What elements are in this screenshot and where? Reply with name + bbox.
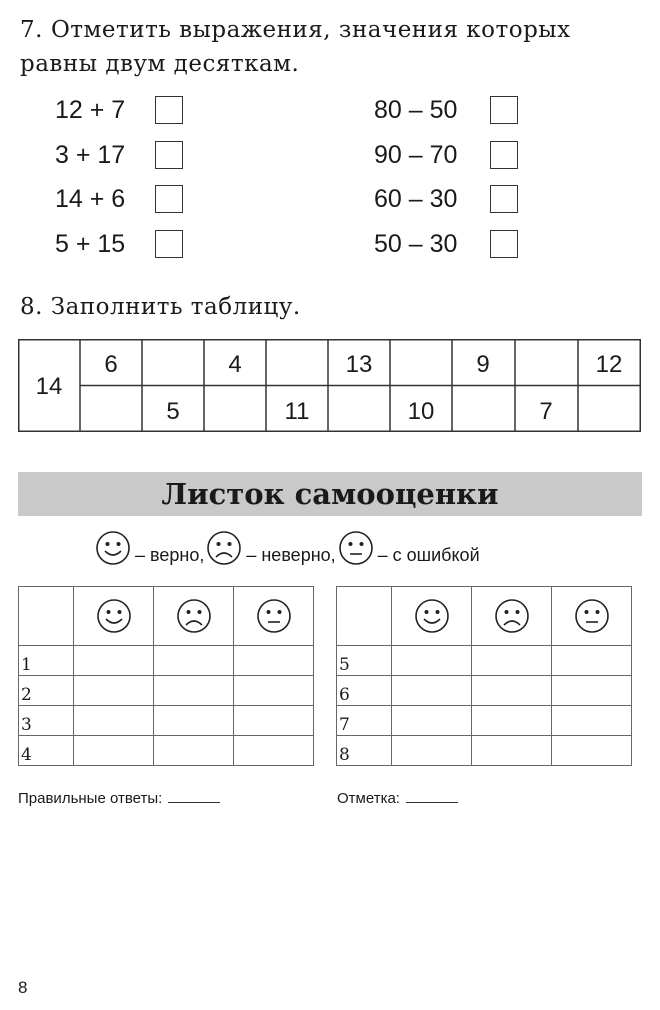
row-number: 3 xyxy=(19,706,74,736)
header-cell-wrong xyxy=(472,587,552,646)
answer-checkbox[interactable] xyxy=(155,96,183,124)
expression-row xyxy=(374,182,518,216)
row-number: 6 xyxy=(337,676,392,706)
row-number: 8 xyxy=(337,736,392,766)
table-cell[interactable]: 11 xyxy=(284,398,310,425)
correct-answers-label: Правильные ответы: xyxy=(18,790,163,807)
smiley-sad-icon xyxy=(176,598,212,634)
mark-cell[interactable] xyxy=(392,706,472,736)
table-row xyxy=(19,646,314,676)
answer-checkbox[interactable] xyxy=(490,185,518,213)
mark-cell[interactable] xyxy=(552,676,632,706)
header-empty-cell xyxy=(19,587,74,646)
header-cell-correct xyxy=(392,587,472,646)
mark-cell[interactable] xyxy=(74,706,154,736)
expression-row xyxy=(55,138,183,172)
table-cell[interactable]: 9 xyxy=(476,351,490,378)
table-row xyxy=(337,676,632,706)
expression-text: 14 + 6 xyxy=(55,184,126,213)
mark-label: Отметка: xyxy=(337,790,400,807)
assessment-table-right xyxy=(336,586,632,766)
answer-checkbox[interactable] xyxy=(155,230,183,258)
mark-cell[interactable] xyxy=(154,646,234,676)
smiley-neutral-icon xyxy=(256,598,292,634)
expression-text: 60 – 30 xyxy=(374,184,458,213)
task-8-text: Заполнить таблицу. xyxy=(50,294,301,320)
expression-text: 80 – 50 xyxy=(374,95,458,124)
answer-checkbox[interactable] xyxy=(490,141,518,169)
mark-cell[interactable] xyxy=(74,676,154,706)
mark-cell[interactable] xyxy=(154,706,234,736)
smiley-legend xyxy=(95,528,482,568)
answer-checkbox[interactable] xyxy=(490,230,518,258)
table-row xyxy=(337,706,632,736)
mark-cell[interactable] xyxy=(552,736,632,766)
fill-in-table xyxy=(18,339,641,432)
row-number: 5 xyxy=(337,646,392,676)
mark-cell[interactable] xyxy=(234,676,314,706)
expression-text: 5 + 15 xyxy=(55,229,126,258)
expression-text: 12 + 7 xyxy=(55,95,126,124)
mark-cell[interactable] xyxy=(234,706,314,736)
expression-row xyxy=(374,93,518,127)
expression-row xyxy=(55,227,183,261)
task-8-heading xyxy=(20,294,301,320)
table-cell[interactable]: 13 xyxy=(345,351,373,378)
mark-cell[interactable] xyxy=(74,736,154,766)
answer-checkbox[interactable] xyxy=(490,96,518,124)
row-number: 4 xyxy=(19,736,74,766)
legend-label-wrong: – неверно, xyxy=(246,544,336,565)
mark-cell[interactable] xyxy=(74,646,154,676)
mark-cell[interactable] xyxy=(472,736,552,766)
self-assessment-banner xyxy=(18,472,642,516)
table-row xyxy=(337,736,632,766)
legend-label-mistake: – с ошибкой xyxy=(377,544,480,565)
answer-checkbox[interactable] xyxy=(155,141,183,169)
correct-answers-blank[interactable] xyxy=(168,802,220,803)
mark-cell[interactable] xyxy=(392,646,472,676)
expression-row xyxy=(55,93,183,127)
table-cell[interactable]: 5 xyxy=(166,398,180,425)
header-cell-wrong xyxy=(154,587,234,646)
mark-cell[interactable] xyxy=(472,676,552,706)
smiley-happy-icon xyxy=(96,598,132,634)
header-empty-cell xyxy=(337,587,392,646)
header-cell-mistake xyxy=(234,587,314,646)
table-row xyxy=(19,706,314,736)
smiley-sad-icon xyxy=(494,598,530,634)
row-number: 1 xyxy=(19,646,74,676)
mark-cell[interactable] xyxy=(472,646,552,676)
row-number: 7 xyxy=(337,706,392,736)
mark-line xyxy=(337,790,458,807)
mark-cell[interactable] xyxy=(472,706,552,736)
mark-cell[interactable] xyxy=(552,646,632,676)
header-cell-correct xyxy=(74,587,154,646)
table-cell[interactable]: 12 xyxy=(595,351,623,378)
smiley-happy-icon xyxy=(95,530,131,566)
table-first-cell: 14 xyxy=(35,373,63,400)
mark-cell[interactable] xyxy=(392,676,472,706)
mark-cell[interactable] xyxy=(552,706,632,736)
smiley-neutral-icon xyxy=(338,530,374,566)
task-7-text: Отметить выражения, значения которых равны двум десяткам. xyxy=(20,17,571,77)
task-7-number: 7. xyxy=(20,17,43,43)
mark-cell[interactable] xyxy=(154,736,234,766)
self-assessment-title: Листок самооценки xyxy=(161,477,499,511)
table-row xyxy=(19,736,314,766)
correct-answers-line xyxy=(18,790,220,807)
smiley-happy-icon xyxy=(414,598,450,634)
mark-cell[interactable] xyxy=(392,736,472,766)
table-cell[interactable]: 7 xyxy=(539,398,553,425)
assessment-table-left xyxy=(18,586,314,766)
table-row xyxy=(337,646,632,676)
row-number: 2 xyxy=(19,676,74,706)
legend-label-correct: – верно, xyxy=(135,544,205,565)
expression-text: 50 – 30 xyxy=(374,229,458,258)
table-row xyxy=(19,676,314,706)
expression-text: 3 + 17 xyxy=(55,140,126,169)
fill-in-table-grid xyxy=(18,339,641,432)
expression-text: 90 – 70 xyxy=(374,140,458,169)
mark-cell[interactable] xyxy=(234,646,314,676)
table-cell[interactable]: 6 xyxy=(104,351,118,378)
table-cell[interactable]: 4 xyxy=(228,351,242,378)
answer-checkbox[interactable] xyxy=(155,185,183,213)
mark-cell[interactable] xyxy=(234,736,314,766)
task-8-number: 8. xyxy=(20,294,43,320)
table-cell[interactable]: 10 xyxy=(407,398,435,425)
expression-row xyxy=(374,138,518,172)
page-number: 8 xyxy=(18,978,28,997)
smiley-neutral-icon xyxy=(574,598,610,634)
expression-row xyxy=(55,182,183,216)
task-7-heading xyxy=(20,13,645,81)
mark-cell[interactable] xyxy=(154,676,234,706)
smiley-sad-icon xyxy=(206,530,242,566)
expression-row xyxy=(374,227,518,261)
mark-blank[interactable] xyxy=(406,802,458,803)
header-cell-mistake xyxy=(552,587,632,646)
